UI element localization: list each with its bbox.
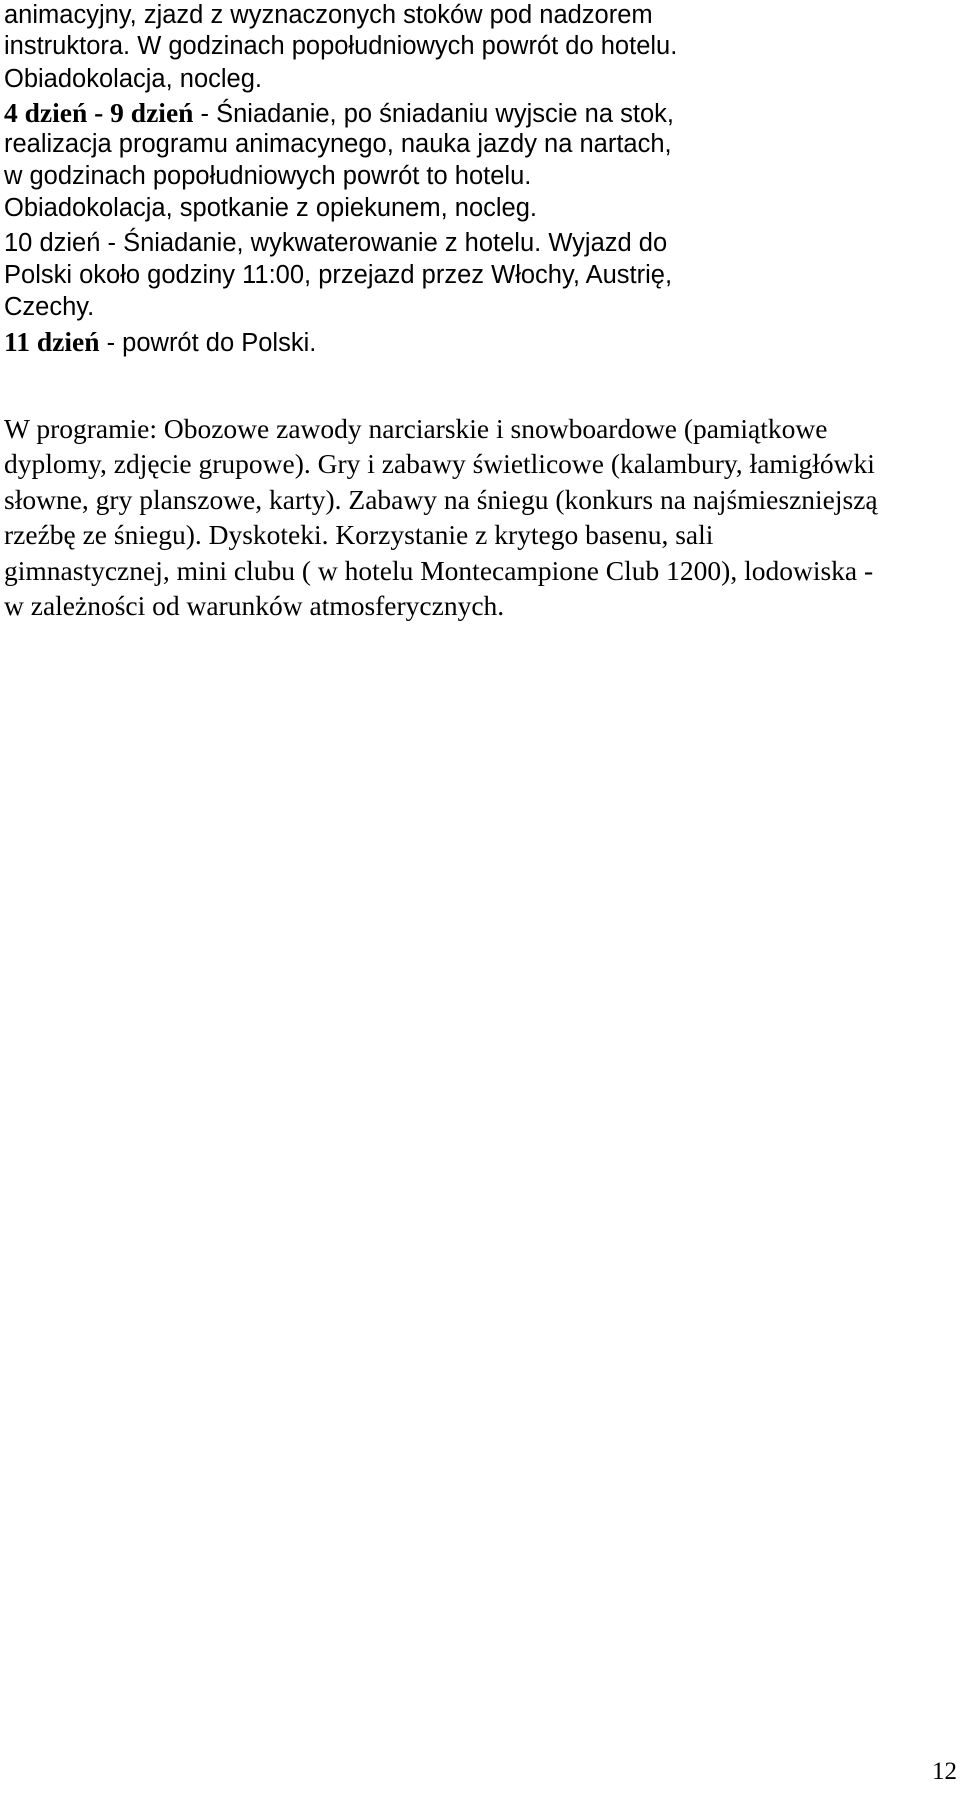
itinerary-line: realizacja programu animacynego, nauka jazdy na nartach, bbox=[4, 130, 672, 158]
itinerary-line: Obiadokolacja, nocleg. bbox=[4, 65, 263, 93]
page-number: 12 bbox=[932, 1758, 957, 1785]
day-10-line: 10 dzień - Śniadanie, wykwaterowanie z hotelu. Wyjazd do bbox=[4, 229, 668, 257]
days-4-9-text: - Śniadanie, po śniadaniu wyjscie na stok, bbox=[193, 100, 674, 128]
days-4-9-label: 4 dzień - 9 dzień bbox=[4, 97, 194, 128]
program-line: dyplomy, zdjęcie grupowe). Gry i zabawy świetlicowe (kalambury, łamigłówki bbox=[4, 448, 875, 479]
itinerary-line: Obiadokolacja, spotkanie z opiekunem, nocleg. bbox=[4, 194, 537, 222]
program-line: W programie: Obozowe zawody narciarskie i snowboardowe (pamiątkowe bbox=[4, 413, 828, 444]
itinerary-line: instruktora. W godzinach popołudniowych powrót do hotelu. bbox=[4, 32, 678, 60]
day-11-text: - powrót do Polski. bbox=[99, 329, 317, 357]
days-4-9-line bbox=[4, 97, 674, 130]
day-10-line: Czechy. bbox=[4, 293, 95, 321]
day-10-line: Polski około godziny 11:00, przejazd przez Włochy, Austrię, bbox=[4, 261, 673, 289]
day-11-label: 11 dzień bbox=[4, 326, 100, 357]
program-line: gimnastycznej, mini clubu ( w hotelu Montecampione Club 1200), lodowiska - bbox=[4, 555, 874, 586]
program-line: w zależności od warunków atmosferycznych. bbox=[4, 590, 505, 621]
day-11-line bbox=[4, 326, 316, 359]
itinerary-line: w godzinach popołudniowych powrót to hotelu. bbox=[4, 162, 532, 190]
program-line: słowne, gry planszowe, karty). Zabawy na śniegu (konkurs na najśmieszniejszą bbox=[4, 484, 878, 515]
itinerary-line: animacyjny, zjazd z wyznaczonych stoków pod nadzorem bbox=[4, 1, 653, 29]
program-line: rzeźbę ze śniegu). Dyskoteki. Korzystanie z krytego basenu, sali bbox=[4, 519, 714, 550]
